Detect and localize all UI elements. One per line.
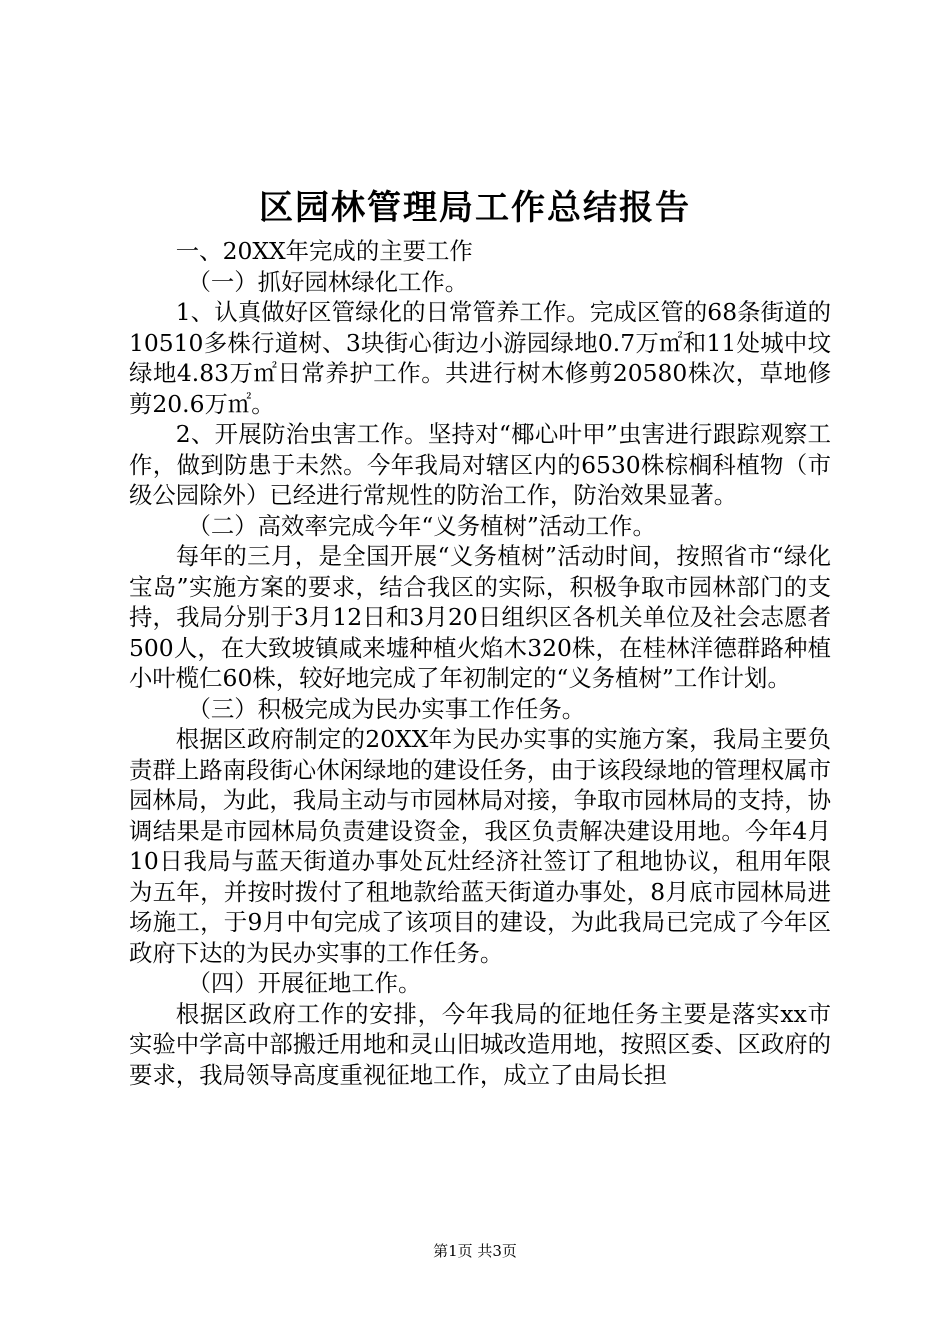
section-heading-1: 一、20XX年完成的主要工作 xyxy=(175,237,473,265)
subsection-heading-2: （二）高效率完成今年“义务植树”活动工作。 xyxy=(187,511,656,540)
paragraph-tree-planting: 每年的三月，是全国开展“义务植树”活动时间，按照省市“绿化宝岛”实施方案的要求，结合我区的实际，积极争取市园林部门的支持，我局分别于3月12日和3月20日组织区各机关单位及社会志愿者500人，在大致坡镇咸来墟种植火焰木320株，在桂林洋德群路种植小叶榄仁60株，较好地完成了年初制定的“义务植树”工作计划。 xyxy=(129,542,831,692)
document-title: 区园林管理局工作总结报告 xyxy=(259,188,691,228)
subsection-heading-3: （三）积极完成为民办实事工作任务。 xyxy=(187,694,586,723)
document-body xyxy=(129,236,831,1090)
page-footer: 第1页 共3页 xyxy=(433,1242,517,1260)
paragraph-land-acquisition: 根据区政府工作的安排，今年我局的征地任务主要是落实xx市实验中学高中部搬迁用地和灵山旧城改造用地，按照区委、区政府的要求，我局领导高度重视征地工作，成立了由局长担 xyxy=(129,999,831,1089)
subsection-heading-4: （四）开展征地工作。 xyxy=(187,969,422,997)
paragraph-public-projects: 根据区政府制定的20XX年为民办实事的实施方案，我局主要负责群上路南段街心休闲绿地的建设任务，由于该段绿地的管理权属市园林局，为此，我局主动与市园林局对接，争取市园林局的支持，协调结果是市园林局负责建设资金，我区负责解决建设用地。今年4月10日我局与蓝天街道办事处瓦灶经济社签订了租地协议，租用年限为五年，并按时拨付了租地款给蓝天街道办事处，8月底市园林局进场施工，于9月中旬完成了该项目的建设，为此我局已完成了今年区政府下达的为民办实事的工作任务。 xyxy=(129,725,831,967)
paragraph-pest-control: 2、开展防治虫害工作。坚持对“椰心叶甲”虫害进行跟踪观察工作，做到防患于未然。今年我局对辖区内的6530株棕榈科植物（市级公园除外）已经进行常规性的防治工作，防治效果显著。 xyxy=(129,420,831,509)
paragraph-maintenance: 1、认真做好区管绿化的日常管养工作。完成区管的68条街道的10510多株行道树、3块街心街边小游园绿地0.7万㎡和11处城中坟绿地4.83万㎡日常养护工作。共进行树木修剪20580株次，草地修剪20.6万㎡。 xyxy=(129,298,831,418)
subsection-heading-1: （一）抓好园林绿化工作。 xyxy=(187,267,469,296)
